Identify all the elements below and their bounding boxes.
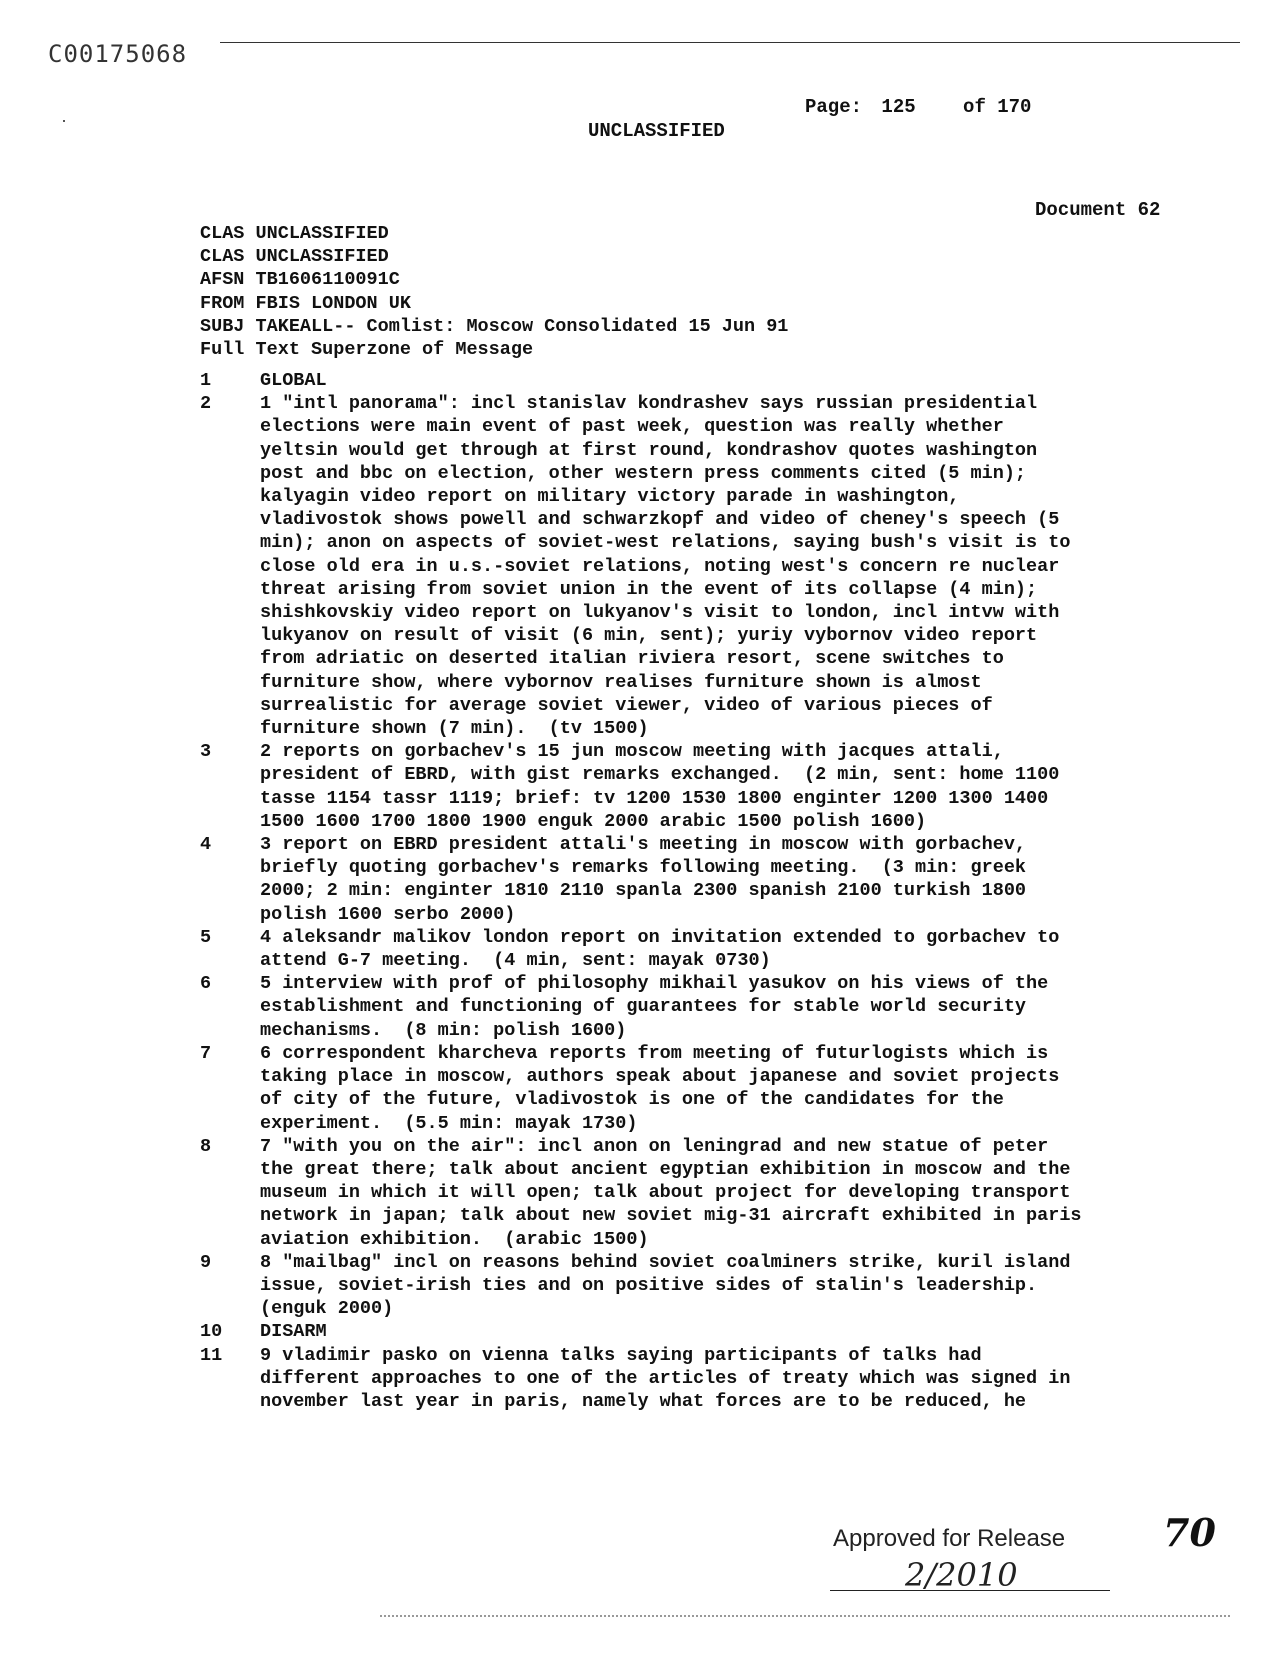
entry-number: 3 xyxy=(200,741,212,763)
entry-text-line: issue, soviet-irish ties and on positive sides of stalin's leadership. xyxy=(260,1274,1038,1296)
entry-text-line: different approaches to one of the articles of treaty which was signed in xyxy=(260,1367,1071,1389)
page-label: Page: xyxy=(805,96,863,118)
entry-text-line: aviation exhibition. (arabic 1500) xyxy=(260,1228,649,1250)
entry-text-line: furniture shown (7 min). (tv 1500) xyxy=(260,718,649,740)
entry-text-line: elections were main event of past week, question was really whether xyxy=(260,416,1004,438)
entry xyxy=(200,1135,1200,1251)
entry-text-line: 1500 1600 1700 1800 1900 enguk 2000 arabic 1500 polish 1600) xyxy=(260,810,927,832)
entry-number: 8 xyxy=(200,1135,212,1157)
entry-text-line: DISARM xyxy=(260,1321,327,1343)
entry-number: 10 xyxy=(200,1321,223,1343)
entry-number: 4 xyxy=(200,834,212,856)
entry xyxy=(200,926,1200,972)
entry-text-line: of city of the future, vladivostok is one of the candidates for the xyxy=(260,1089,1004,1111)
entry-text-line: 1 "intl panorama": incl stanislav kondrashev says russian presidential xyxy=(260,393,1038,415)
entry-text-line: lukyanov on result of visit (6 min, sent); yuriy vybornov video report xyxy=(260,625,1038,647)
message-entries xyxy=(200,369,1200,1413)
entry xyxy=(200,833,1200,926)
entry-text-line: kalyagin video report on military victory parade in washington, xyxy=(260,486,960,508)
message-headers xyxy=(200,222,788,361)
entry-text-line: (enguk 2000) xyxy=(260,1298,394,1320)
handwritten-date: 2/2010 xyxy=(905,1556,1018,1594)
entry-number: 1 xyxy=(200,370,212,391)
scan-speck xyxy=(63,120,65,122)
entry-text-line: experiment. (5.5 min: mayak 1730) xyxy=(260,1112,638,1134)
page-indicator xyxy=(805,96,1031,118)
entry xyxy=(200,1344,1200,1414)
entry-text-line: president of EBRD, with gist remarks exchanged. (2 min, sent: home 1100 xyxy=(260,764,1060,786)
top-rule xyxy=(220,42,1240,43)
entry-number: 9 xyxy=(200,1251,212,1273)
document-number: Document 62 xyxy=(1035,199,1161,221)
entry-text-line: november last year in paris, namely what forces are to be reduced, he xyxy=(260,1390,1027,1412)
header-line: Full Text Superzone of Message xyxy=(200,339,534,361)
entry-number: 5 xyxy=(200,926,212,948)
header-line: AFSN TB1606110091C xyxy=(200,269,400,291)
signature-line xyxy=(830,1590,1110,1591)
entry xyxy=(200,972,1200,1042)
bottom-dotted-rule xyxy=(380,1615,1230,1617)
entry-number: 6 xyxy=(200,973,212,995)
handwritten-page-number: 70 xyxy=(1163,1510,1216,1555)
entry-text-line: the great there; talk about ancient egyptian exhibition in moscow and the xyxy=(260,1158,1071,1180)
entry-text-line: attend G-7 meeting. (4 min, sent: mayak 0730) xyxy=(260,950,771,972)
header-line: CLAS UNCLASSIFIED xyxy=(200,246,389,268)
entry xyxy=(200,392,1200,740)
entry-text-line: network in japan; talk about new soviet mig-31 aircraft exhibited in paris xyxy=(260,1205,1082,1227)
entry-text-line: tasse 1154 tassr 1119; brief: tv 1200 1530 1800 enginter 1200 1300 1400 xyxy=(260,787,1049,809)
header-line: SUBJ TAKEALL-- Comlist: Moscow Consolidated 15 Jun 91 xyxy=(200,315,789,337)
entry xyxy=(200,1320,1200,1343)
header-line: FROM FBIS LONDON UK xyxy=(200,292,411,314)
entry-text-line: close old era in u.s.-soviet relations, noting west's concern re nuclear xyxy=(260,555,1060,577)
entry xyxy=(200,740,1200,833)
entry-text-line: yeltsin would get through at first round, kondrashov quotes washington xyxy=(260,439,1038,461)
entry-text-line: post and bbc on election, other western press comments cited (5 min); xyxy=(260,462,1027,484)
entry-text-line: 4 aleksandr malikov london report on invitation extended to gorbachev to xyxy=(260,926,1060,948)
entry-text-line: polish 1600 serbo 2000) xyxy=(260,903,516,925)
entry-text-line: mechanisms. (8 min: polish 1600) xyxy=(260,1019,627,1041)
entry-number: 11 xyxy=(200,1344,223,1366)
entry-text-line: shishkovskiy video report on lukyanov's visit to london, incl intvw with xyxy=(260,602,1060,624)
entry xyxy=(200,1042,1200,1135)
entry-text-line: surrealistic for average soviet viewer, video of various pieces of xyxy=(260,694,993,716)
entry-text-line: 9 vladimir pasko on vienna talks saying participants of talks had xyxy=(260,1344,982,1366)
entry-text-line: 2 reports on gorbachev's 15 jun moscow meeting with jacques attali, xyxy=(260,741,1004,763)
entry-text-line: GLOBAL xyxy=(260,370,327,391)
entry-text-line: taking place in moscow, authors speak about japanese and soviet projects xyxy=(260,1066,1060,1088)
entry-number: 7 xyxy=(200,1042,212,1064)
release-stamp: Approved for Release xyxy=(833,1525,1066,1552)
entry xyxy=(200,1251,1200,1321)
entry-text-line: 3 report on EBRD president attali's meeting in moscow with gorbachev, xyxy=(260,834,1027,856)
entry-text-line: min); anon on aspects of soviet-west relations, saying bush's visit is to xyxy=(260,532,1071,554)
entry-text-line: from adriatic on deserted italian riviera resort, scene switches to xyxy=(260,648,1004,670)
entry-text-line: briefly quoting gorbachev's remarks following meeting. (3 min: greek xyxy=(260,857,1027,879)
entry xyxy=(200,369,1200,392)
entry-text-line: establishment and functioning of guarantees for stable world security xyxy=(260,996,1027,1018)
entry-text-line: furniture show, where vybornov realises furniture shown is almost xyxy=(260,671,982,693)
entry-text-line: museum in which it will open; talk about project for developing transport xyxy=(260,1182,1071,1204)
page-number: 125 xyxy=(881,96,916,118)
entry-text-line: 5 interview with prof of philosophy mikhail yasukov on his views of the xyxy=(260,973,1049,995)
entry-text-line: vladivostok shows powell and schwarzkopf and video of cheney's speech (5 xyxy=(260,509,1060,531)
page-total: of 170 xyxy=(963,96,1032,118)
entry-text-line: 7 "with you on the air": incl anon on leningrad and new statue of peter xyxy=(260,1135,1049,1157)
entry-text-line: 2000; 2 min: enginter 1810 2110 spanla 2300 spanish 2100 turkish 1800 xyxy=(260,880,1027,902)
header-line: CLAS UNCLASSIFIED xyxy=(200,223,389,244)
entry-number: 2 xyxy=(200,393,212,415)
entry-text-line: 8 "mailbag" incl on reasons behind soviet coalminers strike, kuril island xyxy=(260,1251,1071,1273)
entry-text-line: threat arising from soviet union in the event of its collapse (4 min); xyxy=(260,578,1038,600)
entry-text-line: 6 correspondent kharcheva reports from meeting of futurlogists which is xyxy=(260,1042,1049,1064)
document-id: C00175068 xyxy=(48,40,188,68)
classification-label: UNCLASSIFIED xyxy=(588,120,725,142)
